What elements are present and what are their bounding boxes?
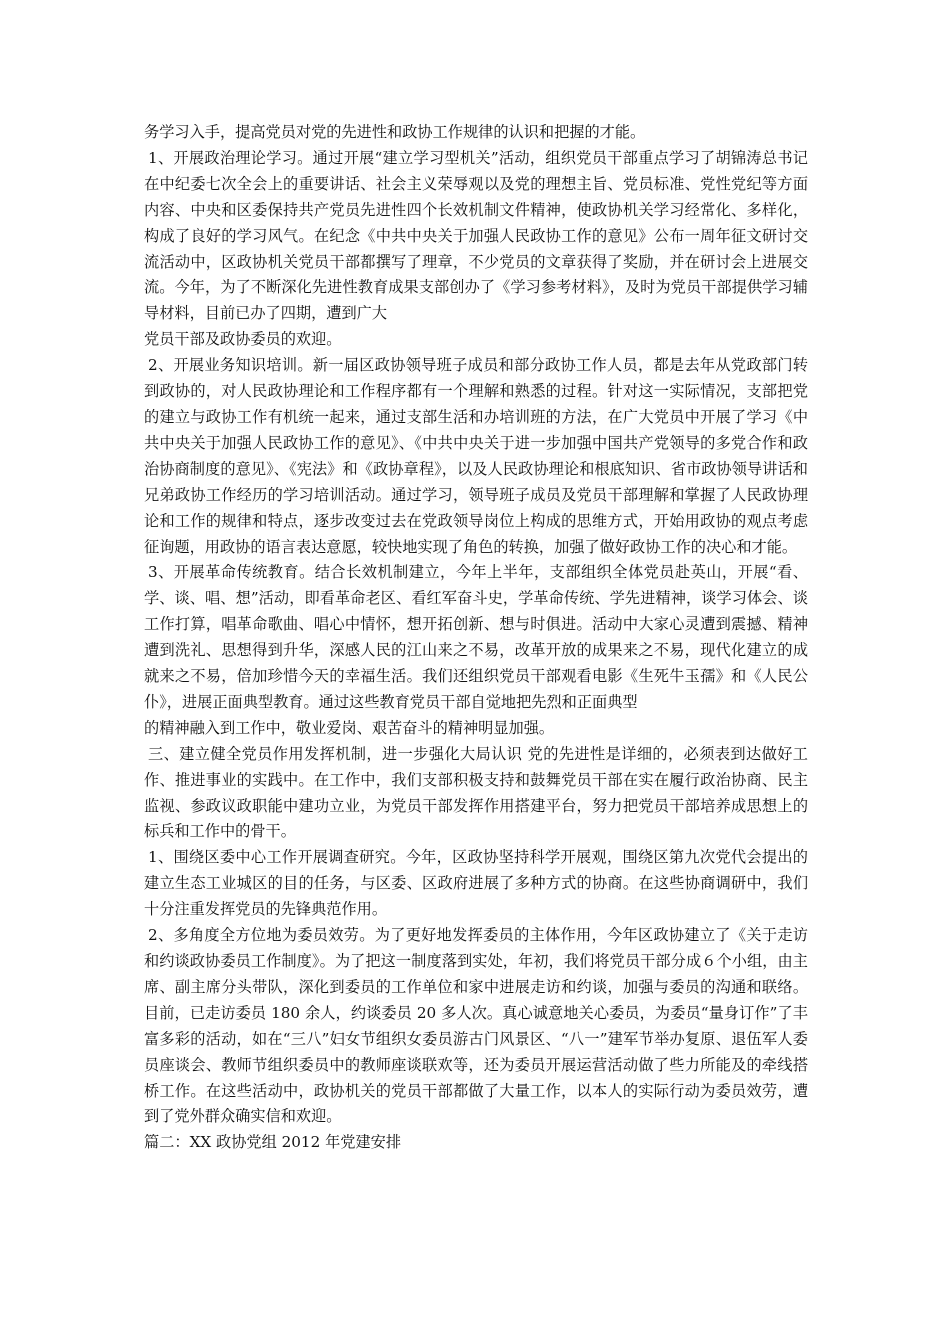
- paragraph-member-service: 2、多角度全方位地为委员效劳。为了更好地发挥委员的主体作用，今年区政协建立了《关于走访和约谈政协委员工作制度》。为了把这一制度落到实处，年初，我们将党员干部分成６个小组，由主席、副主席分头带队，深化到委员的工作单位和家中进展走访和约谈，加强与委员的沟通和联络。目前，已走访委员 180 余人，约谈委员 20 多人次。真心诚意地关心委员，为委员“量身订作”了丰富多彩的活动，如在“三八”妇女节组织女委员游古门风景区、“八一”建军节举办复原、退伍军人委员座谈会、教师节组织委员中的教师座谈联欢等，还为委员开展运营活动做了些力所能及的牵线搭桥工作。在这些活动中，政协机关的党员干部都做了大量工作，以本人的实际行动为委员效劳，遭到了党外群众确实信和欢迎。: [144, 926, 808, 1126]
- document-body: [144, 120, 808, 1156]
- paragraph-research: 1、围绕区委中心工作开展调查研究。今年，区政协坚持科学开展观，围绕区第九次党代会提出的建立生态工业城区的目的任务，与区委、区政府进展了多种方式的协商。在这些协商调研中，我们十分注重发挥党员的先锋典范作用。: [144, 848, 808, 919]
- section-heading-part-two: 篇二：XX 政协党组 2012 年党建安排: [144, 1133, 402, 1152]
- paragraph-revolutionary-education: 3、开展革命传统教育。结合长效机制建立，今年上半年，支部组织全体党员赴英山，开展“看、学、谈、唱、想”活动，即看革命老区、看红军奋斗史，学革命传统、学先进精神，谈学习体会、谈工作打算，唱革命歌曲、唱心中情怀，想开拓创新、想与时俱进。活动中大家心灵遭到震撼、精神遭到洗礼、思想得到升华，深感人民的江山来之不易，改革开放的成果来之不易，现代化建立的成就来之不易，倍加珍惜今天的幸福生活。我们还组织党员干部观看电影《生死牛玉孺》和《人民公仆》，进展正面典型教育。通过这些教育党员干部自觉地把先烈和正面典型: [144, 563, 808, 711]
- paragraph-political-theory-study: 1、开展政治理论学习。通过开展“建立学习型机关”活动，组织党员干部重点学习了胡锦涛总书记在中纪委七次全会上的重要讲话、社会主义荣辱观以及党的理想主旨、党员标准、党性党纪等方面内容、中央和区委保持共产党员先进性四个长效机制文件精神，使政协机关学习经常化、多样化，构成了良好的学习风气。在纪念《中共中央关于加强人民政协工作的意见》公布一周年征文研讨交流活动中，区政协机关党员干部都撰写了理章，不少党员的文章获得了奖励，并在研讨会上进展交流。今年，为了不断深化先进性教育成果支部创办了《学习参考材料》，及时为党员干部提供学习辅导材料，目前已办了四期，遭到广大: [144, 148, 808, 323]
- paragraph-revolutionary-education-end: 的精神融入到工作中，敬业爱岗、艰苦奋斗的精神明显加强。: [144, 718, 555, 737]
- paragraph-section-three: 三、建立健全党员作用发挥机制，进一步强化大局认识 党的先进性是详细的，必须表到达做好工作、推进事业的实践中。在工作中，我们支部积极支持和鼓舞党员干部在实在履行政治协商、民主监视、参政议政职能中建功立业，为党员干部发挥作用搭建平台，努力把党员干部培养成思想上的标兵和工作中的骨干。: [144, 744, 808, 841]
- paragraph-political-theory-study-end: 党员干部及政协委员的欢迎。: [144, 330, 342, 349]
- paragraph-intro-continuation: 务学习入手，提高党员对党的先进性和政协工作规律的认识和把握的才能。: [144, 123, 646, 141]
- paragraph-business-training: 2、开展业务知识培训。新一届区政协领导班子成员和部分政协工作人员，都是去年从党政部门转到政协的，对人民政协理论和工作程序都有一个理解和熟悉的过程。针对这一实际情况，支部把党的建立与政协工作有机统一起来，通过支部生活和办培训班的方法，在广大党员中开展了学习《中共中央关于加强人民政协工作的意见》、《中共中央关于进一步加强中国共产党领导的多党合作和政治协商制度的意见》、《宪法》和《政协章程》，以及人民政协理论和根底知识、省市政协领导讲话和兄弟政协工作经历的学习培训活动。通过学习，领导班子成员及党员干部理解和掌握了人民政协理论和工作的规律和特点，逐步改变过去在党政领导岗位上构成的思维方式，开始用政协的观点考虑征询题，用政协的语言表达意愿，较快地实现了角色的转换，加强了做好政协工作的决心和才能。: [144, 356, 808, 556]
